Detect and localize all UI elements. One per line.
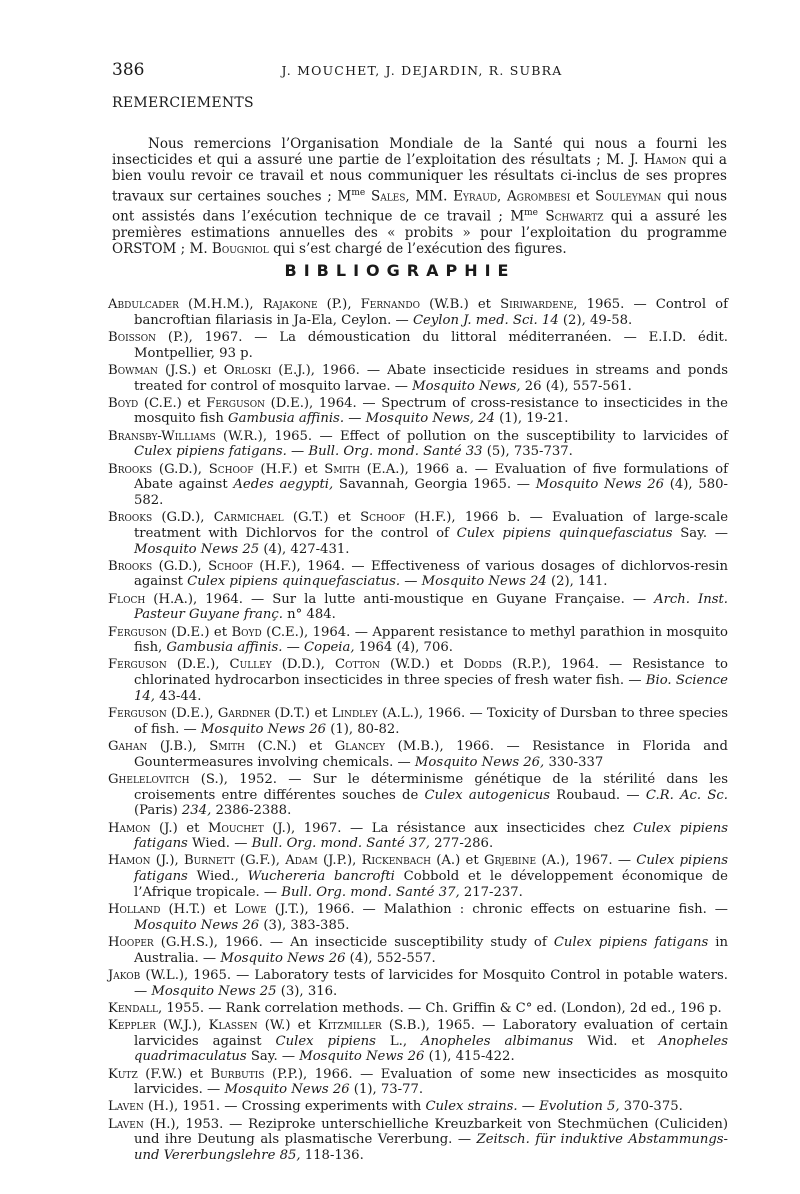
italic-text: Mosquito News 26 bbox=[134, 917, 260, 933]
text-segment: (4), 552-557. bbox=[345, 950, 436, 966]
author-name: Ferguson bbox=[108, 706, 167, 722]
author-name: Brooks bbox=[108, 461, 153, 477]
text-segment: (W.) et bbox=[257, 1017, 318, 1033]
text-segment: (P.), 1967. — La démoustication du littoral méditerranéen. — E.I.D. édit. Montpellier, 93 p. bbox=[134, 329, 728, 361]
italic-text: Gambusia affinis. — Mosquito News, 24 bbox=[228, 411, 495, 427]
text-segment: , MM. bbox=[405, 188, 454, 205]
author-name: Smith bbox=[209, 738, 245, 754]
italic-text: Culex pipiens fatigans bbox=[134, 820, 728, 852]
header-authors: J. MOUCHET, J. DEJARDIN, R. SUBRA bbox=[281, 63, 563, 78]
bibliography-entry bbox=[108, 396, 728, 427]
text-segment: (J.T.), 1966. — Malathion : chronic effects on estuarine fish. — bbox=[266, 902, 728, 918]
author-name: Gahan bbox=[108, 738, 148, 754]
text-segment: Wied., bbox=[187, 869, 248, 885]
bibliography-entry bbox=[108, 968, 728, 999]
author-name: Culley bbox=[229, 657, 272, 673]
author-name: Floch bbox=[108, 591, 146, 607]
text-segment: qui nous ont assistés dans l’exécution technique de ce travail ; M bbox=[112, 188, 727, 225]
italic-text: Mosquito News 26 bbox=[200, 721, 327, 737]
italic-text: 234, bbox=[181, 803, 212, 819]
text-segment: (P.), bbox=[317, 297, 361, 312]
text-segment: qui a assuré les premières estimations annuelles des « probits » pour l’exploitation du programme ORSTOM ; M. bbox=[112, 208, 727, 257]
text-segment: L., bbox=[375, 1033, 422, 1049]
author-name: Brooks bbox=[108, 510, 153, 526]
text-segment: (4), 580-582. bbox=[134, 477, 728, 508]
bibliography-entry bbox=[108, 706, 728, 737]
text-segment: 330-337 bbox=[544, 754, 604, 770]
text-segment: qui s’est chargé de l’exécution des figures. bbox=[268, 240, 567, 257]
italic-text: Culex pipiens fatigans bbox=[553, 934, 709, 950]
text-segment: (1), 19-21. bbox=[494, 411, 569, 427]
bibliography-entry bbox=[108, 462, 728, 509]
text-segment: (D.T.) et bbox=[270, 706, 332, 722]
text-segment: (W.B.) et bbox=[419, 297, 501, 312]
text-segment: Nous remercions l’Organisation Mondiale de la Santé qui nous a fourni les insecticides et qui a assuré une partie de l’exploitation des résultats ; M. J. bbox=[112, 135, 727, 168]
author-name: Orloski bbox=[223, 362, 272, 378]
text-segment: 1964 (4), 706. bbox=[354, 640, 453, 656]
italic-text: Mosquito News 26 bbox=[535, 477, 664, 493]
italic-text: Gambusia affinis. — Copeia, bbox=[166, 640, 355, 656]
text-segment: 2386-2388. bbox=[211, 803, 292, 819]
italic-text: Bio. Science 14, bbox=[134, 673, 728, 704]
bibliography-entry bbox=[108, 935, 728, 966]
italic-text: Zeitsch. für induktive Abstammungs-und Vererbungslehre 85, bbox=[134, 1132, 728, 1164]
text-segment: (A.), 1967. — bbox=[536, 853, 637, 869]
text-segment: (M.B.), 1966. — Resistance in Florida and Gountermeasures involving chemicals. — bbox=[134, 738, 728, 770]
bibliography-entry bbox=[108, 510, 728, 557]
author-name: Siriwardene bbox=[500, 297, 574, 312]
bibliography-entry bbox=[108, 1001, 728, 1017]
italic-text: Mosquito News 26 bbox=[299, 1049, 425, 1065]
text-segment: (J.), bbox=[150, 853, 184, 869]
text-segment: (W.L.), 1965. — Laboratory tests of larvicides for Mosquito Control in potable waters. — bbox=[134, 967, 728, 999]
bibliography-entry bbox=[108, 902, 728, 933]
bibliography-entry bbox=[108, 821, 728, 852]
author-name: Grjebine bbox=[483, 853, 537, 869]
acknowledgements-title: REMERCIEMENTS bbox=[112, 95, 254, 111]
text-segment: (G.T.) et bbox=[283, 510, 361, 526]
text-segment: (J.), 1967. — La résistance aux insecticides chez bbox=[263, 820, 634, 836]
author-name: Kendall bbox=[108, 1000, 158, 1016]
text-segment: n° 484. bbox=[282, 607, 336, 623]
italic-text: Ceylon J. med. Sci. 14 bbox=[412, 312, 559, 328]
author-name: Rickenbach bbox=[361, 853, 431, 869]
text-segment: (D.E.), bbox=[166, 657, 230, 673]
text-segment: (S.B.), 1965. — Laboratory evaluation of certain larvicides against bbox=[134, 1017, 728, 1049]
italic-text: Anopheles quadrimaculatus bbox=[134, 1033, 728, 1065]
text-segment: Say. — bbox=[246, 1049, 300, 1065]
bibliography-entry bbox=[108, 853, 728, 900]
author-name: Bougniol bbox=[211, 240, 269, 257]
text-segment: Roubaud. — bbox=[550, 787, 646, 803]
bibliography-entry bbox=[108, 330, 728, 361]
text-segment: (H.A.), 1964. — Sur la lutte anti-moustique en Guyane Française. — bbox=[145, 591, 655, 607]
author-name: Hamon bbox=[108, 853, 151, 869]
italic-text: Mosquito News 26 bbox=[224, 1082, 350, 1098]
text-segment: (A.) et bbox=[430, 853, 484, 869]
text-segment: (J.S.) et bbox=[157, 362, 224, 378]
author-name: Holland bbox=[108, 902, 161, 918]
italic-text: Culex pipiens quinquefasciatus bbox=[456, 525, 673, 541]
text-segment: (C.E.) et bbox=[138, 395, 207, 411]
text-segment: Savannah, Georgia 1965. — bbox=[333, 477, 536, 493]
author-name: Hooper bbox=[108, 934, 154, 950]
author-name: Ferguson bbox=[206, 395, 265, 411]
text-segment: (J.B.), bbox=[147, 738, 210, 754]
text-segment: (W.D.) et bbox=[379, 657, 464, 673]
text-segment: (W.R.), 1965. — Effect of pollution on the susceptibility to larvicides of bbox=[215, 428, 728, 444]
bibliography-entry bbox=[108, 429, 728, 460]
text-segment: (H.F.), 1964. — Effectiveness of various dosages of dichlorvos-resin against bbox=[134, 558, 728, 590]
text-segment: 43-44. bbox=[154, 688, 202, 704]
italic-text: Bull. Org. mond. Santé 37, bbox=[281, 884, 460, 900]
text-segment: (R.P.), 1964. — Resistance to chlorinated hydrocarbon insecticides in three species of fresh water fish. — bbox=[134, 657, 728, 689]
text-segment: 217-237. bbox=[459, 884, 523, 900]
text-segment: (D.E.), 1964. — Spectrum of cross-resistance to insecticides in the mosquito fish bbox=[134, 395, 728, 427]
bibliography-entry bbox=[108, 592, 728, 623]
bibliography-entry bbox=[108, 739, 728, 770]
text-segment: (1), 73-77. bbox=[349, 1082, 424, 1098]
text-segment: (S.), 1952. — Sur le déterminisme génétique de la stérilité dans les croisements entre différentes souches de bbox=[134, 771, 728, 803]
author-name: Hamon bbox=[108, 820, 151, 836]
text-segment: (H.), 1953. — Reziproke unterschielliche Kreuzbarkeit von Stechmüchen (Culiciden) und ihre Deutung als plasmatische Vererbung. — bbox=[134, 1116, 728, 1148]
bibliography-entry bbox=[108, 297, 728, 328]
author-name: Ghelelovitch bbox=[108, 771, 190, 787]
bibliography-entry bbox=[108, 1067, 728, 1098]
bibliography-entry bbox=[108, 772, 728, 819]
italic-text: Mosquito News 25 bbox=[151, 983, 277, 999]
author-name: Gardner bbox=[217, 706, 271, 722]
author-name: Burnett bbox=[183, 853, 235, 869]
author-name: Ferguson bbox=[108, 624, 167, 640]
text-segment: (J.P.), bbox=[317, 853, 362, 869]
author-name: Boisson bbox=[108, 329, 157, 345]
text-segment: in Australia. — bbox=[134, 934, 729, 966]
bibliography-entry bbox=[108, 559, 728, 590]
italic-text: Mosquito News 26, bbox=[414, 754, 545, 770]
text-segment: (1), 415-422. bbox=[424, 1049, 515, 1065]
author-name: Laven bbox=[108, 1099, 144, 1115]
author-name: Carmichael bbox=[213, 510, 284, 526]
text-segment: (E.A.), 1966 a. — Evaluation of five formulations of Abate against bbox=[134, 461, 729, 493]
italic-text: Aedes aegypti, bbox=[233, 477, 334, 493]
author-name: Jakob bbox=[108, 967, 141, 983]
text-segment: , bbox=[497, 188, 508, 205]
text-segment: (H.F.), 1966 b. — Evaluation of large-scale treatment with Dichlorvos for the control of bbox=[134, 510, 728, 541]
author-name: Hamon bbox=[643, 151, 687, 168]
text-segment: (C.E.), 1964. — Apparent resistance to methyl parathion in mosquito fish, bbox=[134, 624, 728, 656]
text-segment: (2), 49-58. bbox=[558, 312, 633, 328]
text-segment: Wied. — bbox=[187, 836, 252, 852]
text-segment: (D.D.), bbox=[271, 657, 335, 673]
text-segment: 370-375. bbox=[619, 1099, 683, 1115]
author-name: Ferguson bbox=[108, 657, 167, 673]
author-name: Rajakone bbox=[262, 297, 318, 312]
italic-text: Culex pipiens bbox=[275, 1033, 376, 1049]
text-segment: , 1955. — Rank correlation methods. — Ch. Griffin & C° ed. (London), 2d ed., 196 p. bbox=[157, 1000, 722, 1016]
text-segment: (P.P.), 1966. — Evaluation of some new insecticides as mosquito larvicides. — bbox=[134, 1066, 728, 1098]
text-segment: qui a bien voulu revoir ce travail et nous communiquer les résultats ci-inclus de ses propres travaux sur certaines souches ; M bbox=[112, 151, 727, 205]
text-segment: me bbox=[351, 187, 366, 198]
text-segment: , 1965. — Control of bancroftian filariasis in Ja-Ela, Ceylon. — bbox=[134, 297, 729, 328]
bibliography-entry bbox=[108, 1099, 728, 1115]
italic-text: Culex pipiens fatigans bbox=[134, 853, 729, 885]
text-segment: (H.F.) et bbox=[253, 461, 325, 477]
author-name: Mouchet bbox=[207, 820, 264, 836]
text-segment: (A.L.), 1966. — Toxicity of Dursban to three species of fish. — bbox=[134, 706, 728, 737]
text-segment: (5), 735-737. bbox=[482, 444, 573, 460]
italic-text: Mosquito News 25 bbox=[134, 541, 260, 557]
author-name: Souleyman bbox=[595, 188, 662, 205]
text-segment: (C.N.) et bbox=[244, 738, 335, 754]
text-segment: 26 (4), 557-561. bbox=[520, 378, 632, 394]
author-name: Glancey bbox=[334, 738, 386, 754]
text-segment: (3), 316. bbox=[276, 983, 338, 999]
author-name: Schoof bbox=[208, 461, 254, 477]
italic-text: Mosquito News 26 bbox=[220, 950, 346, 966]
author-name: Schwartz bbox=[545, 208, 604, 225]
bibliography-list bbox=[108, 297, 728, 1165]
text-segment: 277-286. bbox=[429, 836, 494, 852]
text-segment: (3), 383-385. bbox=[259, 917, 350, 933]
author-name: Agrombesi bbox=[507, 188, 571, 205]
author-name: Cotton bbox=[334, 657, 380, 673]
text-segment: (1), 80-82. bbox=[326, 721, 400, 737]
bibliography-title: BIBLIOGRAPHIE bbox=[284, 261, 516, 280]
author-name: Bransby-Williams bbox=[108, 428, 216, 444]
text-segment: (W.J.), bbox=[155, 1017, 209, 1033]
text-segment: et bbox=[570, 188, 596, 205]
text-segment: (G.D.), bbox=[152, 510, 214, 526]
author-name: Fernando bbox=[360, 297, 420, 312]
author-name: Abdulcader bbox=[108, 297, 179, 312]
text-segment: me bbox=[524, 207, 539, 218]
italic-text: Culex pipiens fatigans. — Bull. Org. mond. Santé 33 bbox=[134, 444, 483, 460]
running-header bbox=[112, 60, 732, 84]
italic-text: Arch. Inst. Pasteur Guyane franç. bbox=[134, 591, 728, 623]
author-name: Burbutis bbox=[210, 1066, 265, 1082]
text-segment: (G.D.), bbox=[152, 558, 209, 574]
text-segment: (E.J.), 1966. — Abate insecticide residues in streams and ponds treated for control of mosquito larvae. — bbox=[134, 362, 728, 394]
author-name: Lowe bbox=[234, 902, 267, 918]
text-segment: (G.D.), bbox=[152, 461, 209, 477]
text-segment: (M.H.M.), bbox=[178, 297, 263, 312]
text-segment: (J.) et bbox=[150, 820, 208, 836]
author-name: Boyd bbox=[231, 624, 262, 640]
text-segment: Say. — bbox=[672, 525, 728, 541]
italic-text: Wuchereria bancrofti bbox=[247, 869, 395, 885]
text-segment: (G.H.S.), 1966. — An insecticide susceptibility study of bbox=[153, 934, 554, 950]
text-segment: (Paris) bbox=[134, 803, 182, 819]
author-name: Schoof bbox=[360, 510, 405, 526]
author-name: Boyd bbox=[108, 395, 139, 411]
author-name: Adam bbox=[285, 853, 318, 869]
author-name: Lindley bbox=[331, 706, 378, 722]
text-segment: (D.E.), bbox=[166, 706, 218, 722]
author-name: Kutz bbox=[108, 1066, 138, 1082]
author-name: Kitzmiller bbox=[317, 1017, 382, 1033]
acknowledgements-paragraph bbox=[112, 136, 727, 258]
bibliography-entry bbox=[108, 625, 728, 656]
author-name: Brooks bbox=[108, 558, 153, 574]
bibliography-entry bbox=[108, 363, 728, 394]
bibliography-entry bbox=[108, 1117, 728, 1164]
text-segment: 118-136. bbox=[300, 1148, 364, 1164]
text-segment: (F.W.) et bbox=[137, 1066, 211, 1082]
author-name: Dodds bbox=[463, 657, 502, 673]
text-segment: (D.E.) et bbox=[166, 624, 232, 640]
italic-text: Culex autogenicus bbox=[424, 787, 551, 803]
text-segment: (G.F.), bbox=[234, 853, 286, 869]
italic-text: Mosquito News, bbox=[412, 378, 521, 394]
bibliography-entry bbox=[108, 1018, 728, 1065]
author-name: Laven bbox=[108, 1116, 144, 1132]
author-name: Bowman bbox=[108, 362, 158, 378]
italic-text: Culex strains. — Evolution 5, bbox=[425, 1099, 620, 1115]
page-number: 386 bbox=[112, 60, 145, 80]
text-segment: (H.T.) et bbox=[160, 902, 235, 918]
author-name: Schoof bbox=[208, 558, 253, 574]
text-segment: (4), 427-431. bbox=[259, 541, 350, 557]
author-name: Klassen bbox=[208, 1017, 258, 1033]
author-name: Eyraud bbox=[453, 188, 497, 205]
bibliography-entry bbox=[108, 657, 728, 704]
text-segment: (H.), 1951. — Crossing experiments with bbox=[143, 1099, 426, 1115]
author-name: Smith bbox=[324, 461, 360, 477]
text-segment: (2), 141. bbox=[546, 574, 608, 590]
author-name: Sales bbox=[370, 188, 406, 205]
italic-text: Anopheles albimanus bbox=[421, 1033, 574, 1049]
text-segment: Cobbold et le développement économique de l’Afrique tropicale. — bbox=[134, 869, 728, 900]
italic-text: C.R. Ac. Sc. bbox=[645, 787, 729, 803]
author-name: Keppler bbox=[108, 1017, 156, 1033]
italic-text: Bull. Org. mond. Santé 37, bbox=[251, 836, 430, 852]
italic-text: Culex pipiens quinquefasciatus. — Mosquito News 24 bbox=[187, 574, 547, 590]
text-segment: Wid. et bbox=[573, 1033, 659, 1049]
